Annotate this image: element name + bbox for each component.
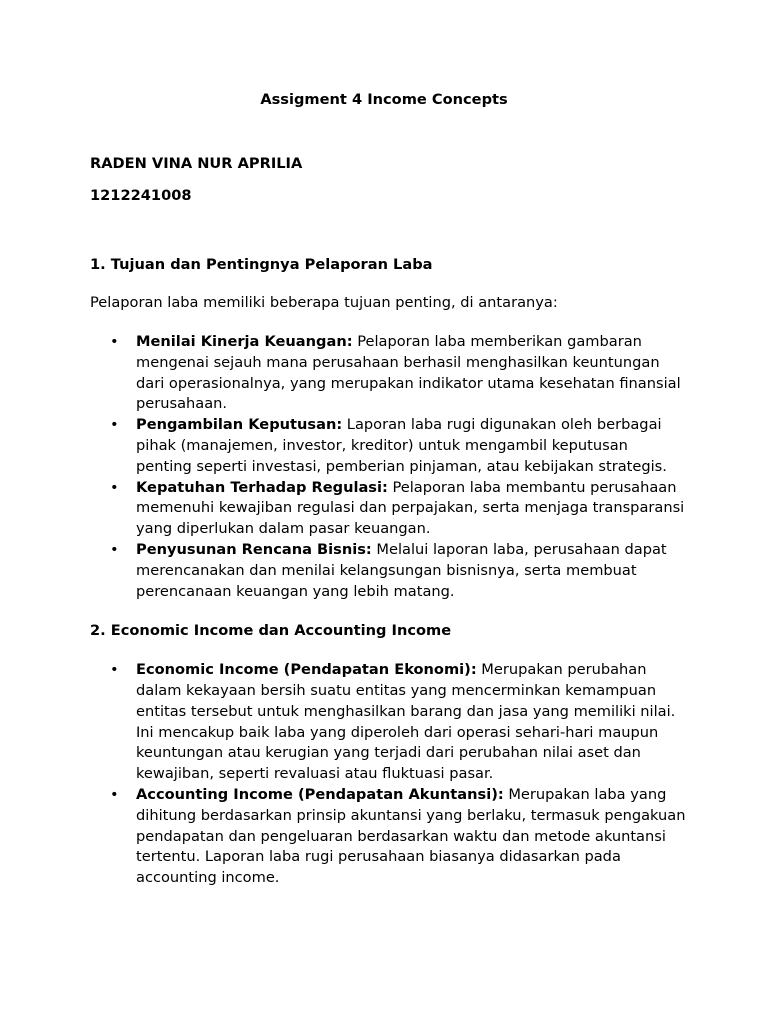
section-1-intro: Pelaporan laba memiliki beberapa tujuan penting, di antaranya:	[90, 294, 558, 312]
list-item-text: Pelaporan laba membantu perusahaan memenuhi kewajiban regulasi dan perpajakan, serta menjaga transparansi yang diperlukan dalam pasar keuangan.	[136, 478, 685, 538]
bullet-icon: •	[110, 416, 119, 434]
document-title: Assigment 4 Income Concepts	[260, 91, 508, 108]
document-page	[90, 90, 690, 889]
bullet-icon: •	[110, 332, 119, 350]
list-item-term: Penyusunan Rencana Bisnis:	[136, 540, 372, 558]
list-item	[90, 660, 686, 785]
list-item-term: Pengambilan Keputusan:	[136, 416, 343, 434]
list-item-text: Merupakan laba yang dihitung berdasarkan prinsip akuntansi yang berlaku, termasuk pengakuan pendapatan dan pengeluaran berdasarkan waktu dan metode akuntansi tertentu. Laporan laba rugi perusahaan biasanya didasarkan pada accounting income.	[136, 785, 686, 887]
section-2-heading: 2. Economic Income dan Accounting Income	[90, 622, 452, 640]
section-1-list	[90, 332, 690, 602]
list-item	[90, 540, 686, 602]
author-name: RADEN VINA NUR APRILIA	[90, 154, 303, 172]
list-item	[90, 478, 686, 540]
section-1-heading: 1. Tujuan dan Pentingnya Pelaporan Laba	[90, 256, 433, 274]
section-2-list	[90, 660, 690, 889]
author-id: 1212241008	[90, 186, 192, 204]
list-item	[90, 415, 686, 477]
list-item-text: Melalui laporan laba, perusahaan dapat merencanakan dan menilai kelangsungan bisnisnya, serta membuat perencanaan keuangan yang lebih matang.	[136, 540, 667, 600]
list-item-term: Kepatuhan Terhadap Regulasi:	[136, 478, 388, 496]
bullet-icon: •	[110, 785, 119, 803]
bullet-icon: •	[110, 540, 119, 558]
list-item	[90, 785, 686, 889]
bullet-icon: •	[110, 661, 119, 679]
list-item-text: Pelaporan laba memberikan gambaran mengenai sejauh mana perusahaan berhasil menghasilkan keuntungan dari operasionalnya, yang merupakan indikator utama kesehatan finansial perusahaan.	[136, 332, 681, 413]
list-item-text: Merupakan perubahan dalam kekayaan bersih suatu entitas yang mencerminkan kemampuan entitas tersebut untuk menghasilkan barang dan jasa yang memiliki nilai. Ini mencakup baik laba yang diperoleh dari operasi sehari-hari maupun keuntungan atau kerugian yang terjadi dari perubahan nilai aset dan kewajiban, seperti revaluasi atau fluktuasi pasar.	[136, 661, 676, 783]
list-item-term: Accounting Income (Pendapatan Akuntansi):	[136, 785, 504, 803]
list-item-text: Laporan laba rugi digunakan oleh berbagai pihak (manajemen, investor, kreditor) untuk mengambil keputusan penting seperti investasi, pemberian pinjaman, atau kebijakan strategis.	[136, 416, 667, 475]
list-item-term: Menilai Kinerja Keuangan:	[136, 332, 353, 350]
list-item	[90, 332, 686, 415]
bullet-icon: •	[110, 478, 119, 496]
list-item-term: Economic Income (Pendapatan Ekonomi):	[136, 661, 477, 679]
